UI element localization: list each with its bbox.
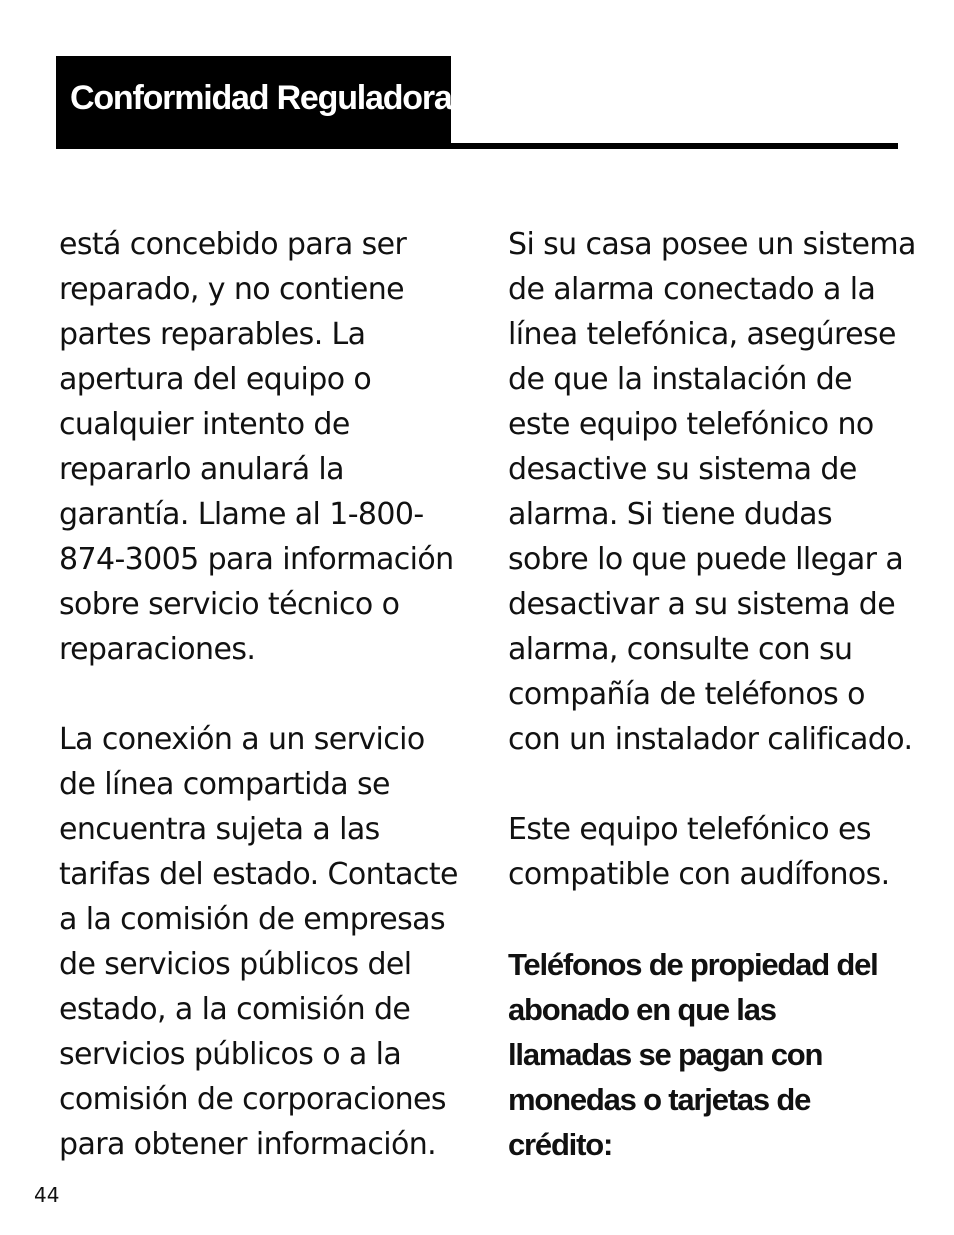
text-line: con un instalador calificado. [508,722,913,757]
paragraph-spacer [508,762,916,807]
text-line: compañía de teléfonos o [508,677,865,712]
paragraph-spacer [508,897,916,942]
text-line: La conexión a un servicio [59,722,425,757]
text-line: alarma. Si tiene dudas [508,497,832,532]
paragraph-spacer [59,672,458,717]
right-paragraph-1 [508,222,916,762]
right-paragraph-2 [508,807,916,897]
text-line: está concebido para ser [59,227,407,262]
text-line: para obtener información. [59,1127,437,1162]
text-line: apertura del equipo o [59,362,372,397]
section-heading [508,942,916,1167]
text-line: garantía. Llame al 1-800- [59,497,424,532]
text-line: Si su casa posee un sistema [508,227,916,262]
text-line: estado, a la comisión de [59,992,411,1027]
text-line: línea telefónica, asegúrese [508,317,896,352]
text-line: a la comisión de empresas [59,902,445,937]
text-line: servicios públicos o a la [59,1037,402,1072]
text-line: este equipo telefónico no [508,407,874,442]
header-rule [56,143,898,149]
heading-line: Teléfonos de propiedad del [508,947,878,982]
text-line: comisión de corporaciones [59,1082,446,1117]
page-number: 44 [34,1183,60,1207]
text-line: encuentra sujeta a las [59,812,380,847]
left-paragraph-1 [59,222,458,672]
text-line: sobre servicio técnico o [59,587,400,622]
heading-line: monedas o tarjetas de [508,1082,811,1117]
heading-line: crédito: [508,1127,613,1162]
page-title: Conformidad Reguladora [70,79,452,117]
text-line: de que la instalación de [508,362,853,397]
right-column [508,222,916,1167]
text-line: repararlo anulará la [59,452,344,487]
text-line: Este equipo telefónico es [508,812,871,847]
text-line: tarifas del estado. Contacte [59,857,458,892]
text-line: de alarma conectado a la [508,272,876,307]
text-line: cualquier intento de [59,407,350,442]
text-line: compatible con audífonos. [508,857,890,892]
left-paragraph-2 [59,717,458,1167]
left-column [59,222,458,1167]
heading-line: llamadas se pagan con [508,1037,823,1072]
text-line: desactive su sistema de [508,452,857,487]
text-line: alarma, consulte con su [508,632,853,667]
text-line: de servicios públicos del [59,947,412,982]
text-line: sobre lo que puede llegar a [508,542,904,577]
text-line: de línea compartida se [59,767,390,802]
heading-line: abonado en que las [508,992,776,1027]
text-line: desactivar a su sistema de [508,587,896,622]
text-line: 874-3005 para información [59,542,454,577]
text-line: reparaciones. [59,632,256,667]
text-line: partes reparables. La [59,317,366,352]
text-line: reparado, y no contiene [59,272,405,307]
